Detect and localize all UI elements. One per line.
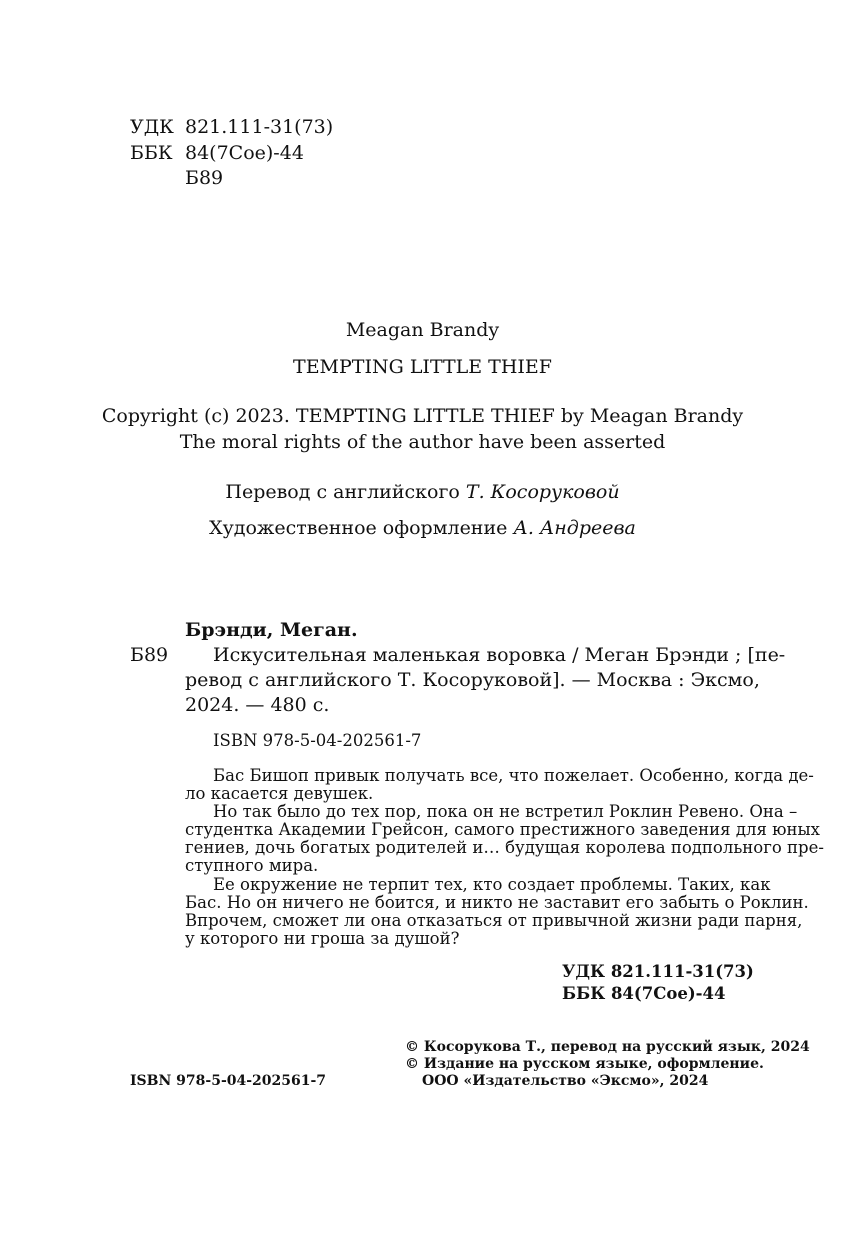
bbk-label: ББК <box>130 142 173 164</box>
udk-bold: УДК 821.111-31(73) <box>562 962 754 981</box>
udk-value: 821.111-31(73) <box>185 116 334 138</box>
author-mark: Б89 <box>185 167 224 189</box>
translation-credit <box>0 481 845 503</box>
catalog-isbn: ISBN 978-5-04-202561-7 <box>213 731 422 750</box>
catalog-entry-line-2: ревод с английского Т. Косоруковой]. — Москва : Эксмо, <box>185 669 760 691</box>
annotation-line: студентка Академии Грейсон, самого престижного заведения для юных <box>185 820 820 839</box>
bbk-bold: ББК 84(7Сое)-44 <box>562 984 726 1003</box>
designer-name: А. Андреева <box>513 517 636 539</box>
footer-copyright-2: © Издание на русском языке, оформление. <box>405 1056 764 1072</box>
translator-name: Т. Косоруковой <box>465 481 620 503</box>
translation-label: Перевод с английского <box>225 481 460 503</box>
design-label: Художественное оформление <box>209 517 508 539</box>
annotation-line: ло касается девушек. <box>185 784 374 803</box>
copyright-line-2: The moral rights of the author have been asserted <box>179 431 666 453</box>
footer-copyright-1: © Косорукова Т., перевод на русский язык, 2024 <box>405 1039 810 1055</box>
footer-isbn: ISBN 978-5-04-202561-7 <box>130 1073 327 1089</box>
copyright-line-1: Copyright (c) 2023. TEMPTING LITTLE THIEF by Meagan Brandy <box>101 405 744 427</box>
catalog-mark: Б89 <box>130 644 169 666</box>
annotation-line: Бас Бишоп привык получать все, что пожелает. Особенно, когда де- <box>213 766 814 785</box>
udk-label: УДК <box>130 116 174 138</box>
bbk-value: 84(7Сое)-44 <box>185 142 304 164</box>
annotation-line: Бас. Но он ничего не боится, и никто не заставит его забыть о Роклин. <box>185 893 809 912</box>
annotation-line: гениев, дочь богатых родителей и… будущая королева подпольного пре- <box>185 838 824 857</box>
annotation-line: ступного мира. <box>185 856 319 875</box>
annotation-line: у которого ни гроша за душой? <box>185 929 460 948</box>
annotation-line: Но так было до тех пор, пока он не встретил Роклин Ревено. Она – <box>213 802 798 821</box>
design-credit <box>0 517 845 539</box>
annotation-line: Впрочем, сможет ли она отказаться от привычной жизни ради парня, <box>185 911 803 930</box>
original-author: Meagan Brandy <box>345 319 500 341</box>
catalog-entry-line-1: Искусительная маленькая воровка / Меган Брэнди ; [пе- <box>213 644 786 666</box>
original-title: TEMPTING LITTLE THIEF <box>293 356 552 378</box>
catalog-heading: Брэнди, Меган. <box>185 619 358 641</box>
catalog-entry-line-3: 2024. — 480 с. <box>185 694 330 716</box>
annotation-line: Ее окружение не терпит тех, кто создает проблемы. Таких, как <box>213 875 771 894</box>
footer-copyright-3: ООО «Издательство «Эксмо», 2024 <box>422 1073 709 1089</box>
